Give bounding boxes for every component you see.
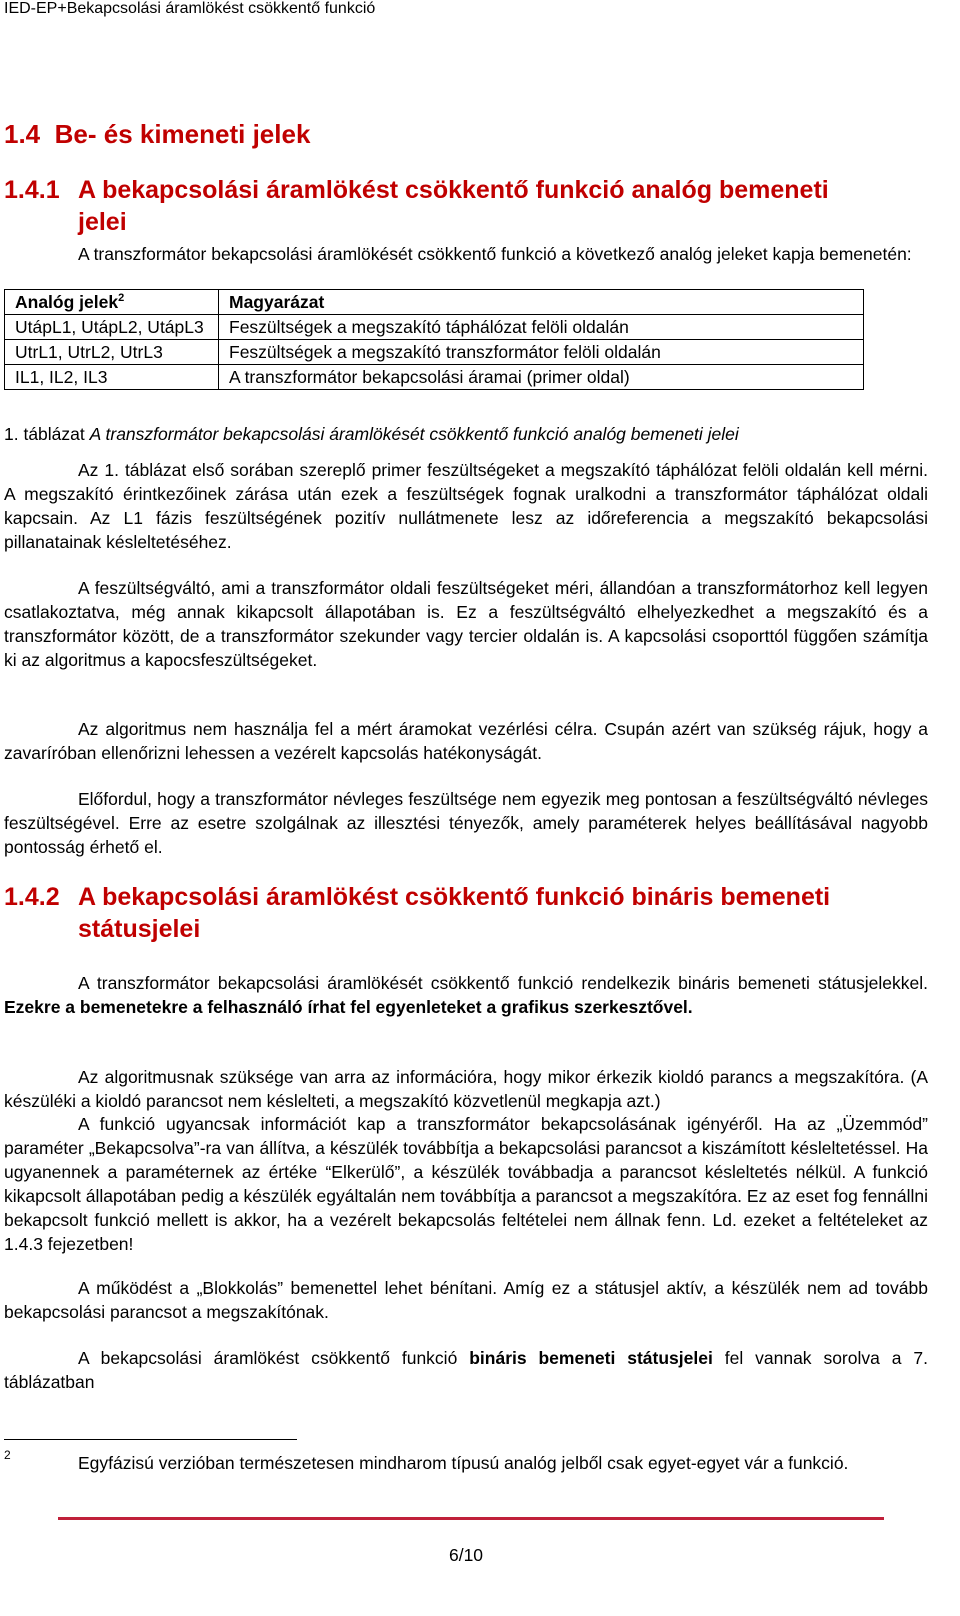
paragraph: Az algoritmus nem használja fel a mért áramokat vezérlési célra. Csupán azért van szükség rájuk, hogy a zavaríróban ellenőrizni lehessen a vezérelt kapcsolás hatékonyságát.: [4, 719, 928, 763]
document-header-title: IED-EP+Bekapcsolási áramlökést csökkentő funkció: [4, 0, 376, 17]
section-heading-1-4-2: [4, 881, 928, 945]
bold-text: bináris bemeneti státusjelei: [469, 1348, 713, 1368]
paragraph: A transzformátor bekapcsolási áramlökését csökkentő funkció rendelkezik bináris bemeneti státusjelekkel. Ezekre a bemenetekre a felhasználó írhat fel egyenleteket a grafikus szerkesztővel.: [4, 973, 928, 1017]
bold-text: Ezekre a bemenetekre a felhasználó írhat fel egyenleteket a grafikus szerkesztővel.: [4, 997, 693, 1017]
table-cell: A transzformátor bekapcsolási áramai (primer oldal): [219, 365, 864, 390]
paragraph: A bekapcsolási áramlökést csökkentő funkció bináris bemeneti státusjelei fel vannak sorolva a 7. táblázatban: [4, 1348, 928, 1392]
analog-inputs-table: [4, 289, 864, 390]
paragraph: Az algoritmusnak szüksége van arra az információra, hogy mikor érkezik kioldó parancs a megszakítóra. (A készüléki a kioldó parancsot nem késlelteti, a megszakító közvetlenül megkapja azt.): [4, 1067, 928, 1111]
table-cell: Feszültségek a megszakító transzformátor felöli oldalán: [219, 340, 864, 365]
section-title-line2: státusjelei: [78, 915, 201, 943]
footnote-text: Egyfázisú verzióban természetesen mindharom típusú analóg jelből csak egyet-egyet vár a funkció.: [78, 1453, 849, 1473]
table-header-row: [5, 290, 864, 315]
section-title: Be- és kimeneti jelek: [54, 119, 311, 149]
footnote-number: 2: [4, 1448, 11, 1462]
caption-label: 1. táblázat: [4, 424, 85, 444]
section-heading-1-4: [4, 119, 310, 150]
intro-paragraph: A transzformátor bekapcsolási áramlökését csökkentő funkció a következő analóg jeleket kapja bemenetén:: [78, 244, 912, 264]
table-header-cell: Magyarázat: [219, 290, 864, 315]
section-title-line1: A bekapcsolási áramlökést csökkentő funkció analóg bemeneti: [78, 176, 829, 204]
table-row: [5, 365, 864, 390]
table-cell: UtápL1, UtápL2, UtápL3: [5, 315, 219, 340]
paragraph: Előfordul, hogy a transzformátor névleges feszültsége nem egyezik meg pontosan a feszültségváltó névleges feszültségével. Erre az esetre szolgálnak az illesztési tényezők, amely paraméterek helyes beállításával nagyobb pontosság érhető el.: [4, 789, 928, 857]
section-number: 1.4.2: [4, 883, 60, 911]
table-cell: Feszültségek a megszakító táphálózat felöli oldalán: [219, 315, 864, 340]
table-caption: [4, 424, 739, 445]
paragraph: A feszültségváltó, ami a transzformátor oldali feszültségeket méri, állandóan a transzformátorhoz kell legyen csatlakoztatva, még annak kikapcsolt állapotában is. Ez a feszültségváltó elhelyezkedhet a megszakító és a transzformátor között, de a transzformátor szekunder vagy tercier oldalán is. A kapcsolási csoporttól függően számítja ki az algoritmus a kapocsfeszültségeket.: [4, 578, 928, 670]
paragraph: A funkció ugyancsak információt kap a transzformátor bekapcsolásának igényéről. Ha az „Üzemmód” paraméter „Bekapcsolva”-ra van állítva, a készülék továbbítja a bekapcsolási parancsot a kiszámított késleltetéssel. Ha ugyanennek a paraméternek az értéke “Elkerülő”, a készülék továbbadja a parancsot késleltetés nélkül. A funkció kikapcsolt állapotában pedig a készülék egyáltalán nem továbbítja a parancsot a megszakítóra. Ez az eset fog fennállni bekapcsolt funkció mellett is akkor, ha a vezérelt bekapcsolás feltételei nem állnak fenn. Ld. ezeket a feltételeket az 1.4.3 fejezetben!: [4, 1114, 928, 1254]
footer-divider: [58, 1517, 884, 1520]
table-cell: UtrL1, UtrL2, UtrL3: [5, 340, 219, 365]
footnote-separator: [4, 1439, 297, 1440]
table-cell: IL1, IL2, IL3: [5, 365, 219, 390]
caption-text: A transzformátor bekapcsolási áramlökését csökkentő funkció analóg bemeneti jelei: [89, 424, 739, 444]
paragraph: A működést a „Blokkolás” bemenettel lehet bénítani. Amíg ez a státusjel aktív, a készülék nem ad tovább bekapcsolási parancsot a megszakítónak.: [4, 1278, 928, 1322]
footnote-ref: 2: [118, 292, 125, 305]
section-title-line2: jelei: [78, 208, 127, 236]
section-heading-1-4-1: [4, 174, 928, 238]
table-row: [5, 340, 864, 365]
page-number: 6/10: [448, 1545, 484, 1565]
section-number: 1.4.1: [4, 176, 60, 204]
section-number: 1.4: [4, 119, 41, 149]
section-title-line1: A bekapcsolási áramlökést csökkentő funkció bináris bemeneti: [78, 883, 831, 911]
table-header-cell: Analóg jelek$^2$: [5, 290, 219, 315]
paragraph: Az 1. táblázat első sorában szereplő primer feszültségeket a megszakító táphálózat felöli oldalán kell mérni. A megszakító érintkezőinek zárása után ezek a feszültségek fognak uralkodni a transzformátor táphálózat oldali kapcsain. Az L1 fázis feszültségének pozitív nullátmenete lesz az időreferencia a megszakító bekapcsolási pillanatainak késleltetéséhez.: [4, 460, 928, 552]
table-row: [5, 315, 864, 340]
